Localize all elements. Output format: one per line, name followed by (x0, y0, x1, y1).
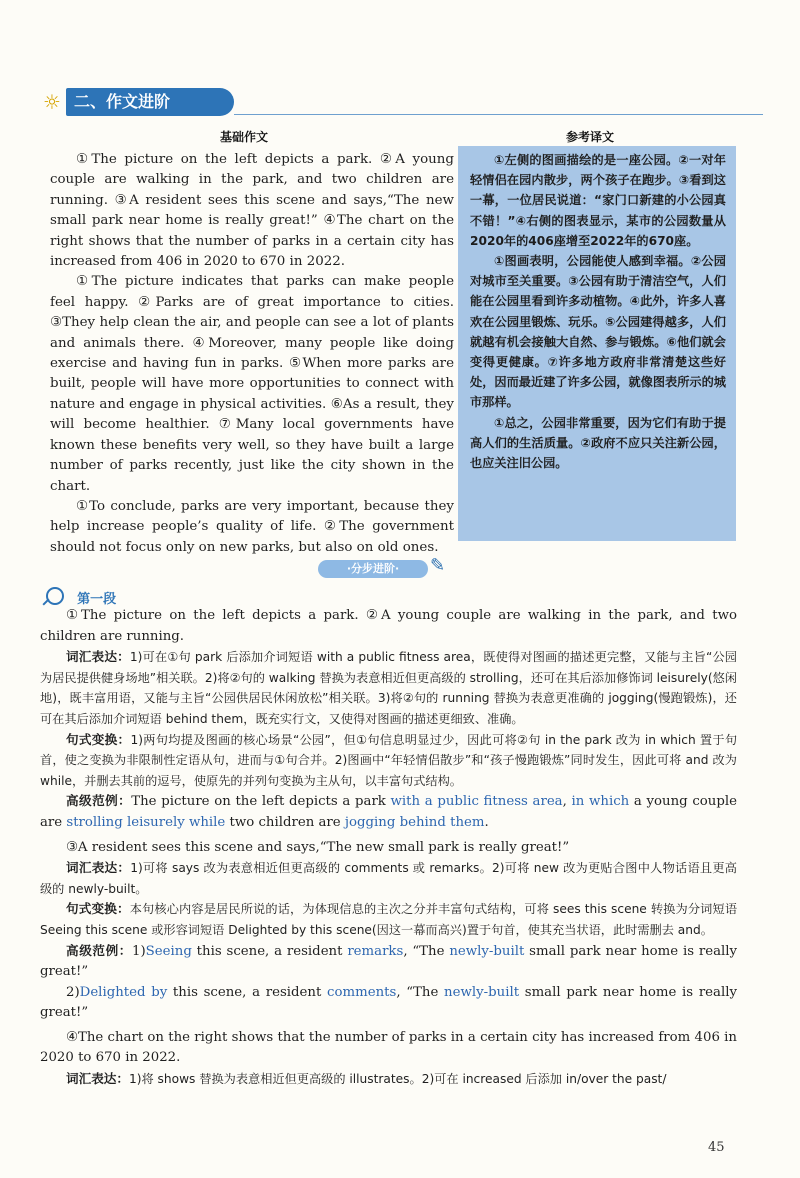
note-text: 1)可在①句 park 后添加介词短语 with a public fitness area，既使得对图画的描述更完整，又能与主旨“公园为居民提供健身场地”相关联。2)将②句的 walking 替换为表意相近但更高级的 strolling，还可在其后添加修饰词 leisurely(悠闲地)，既丰富用语，又能与主旨“公园供居民休闲放松”相关联。3)将②句的 running 替换为表意更准确的 jogging(慢跑锻炼)，还可在其后添加介词短语 behind them，既充实行文，又使得对图画的描述更细致、准确。 (40, 650, 737, 726)
model-highlight: newly-built (444, 984, 520, 1000)
model-highlight: in which (571, 794, 630, 810)
essay-paragraph: ①To conclude, parks are very important, because they help increase people’s quality of life. ②The government should not focus only on new parks, but also on old ones. (50, 498, 454, 555)
pen-icon: ✎ (430, 555, 446, 576)
model-highlight: Seeing (145, 943, 192, 959)
model-text: , “The (403, 943, 450, 959)
translation-paragraph: ①总之，公园非常重要，因为它们有助于提高人们的生活质量。②政府不应只关注新公园，也应关注旧公园。 (470, 415, 726, 471)
vocab-note (40, 858, 737, 899)
essay-paragraph: ①The picture on the left depicts a park. ②A young couple are walking in the park, and two children are running. ③A resident sees this scene and says,“The new small park near home is really great!” ④The chart on the right shows that the number of parks in a certain city has increased from 406 in 2020 to 670 in 2022. (50, 152, 454, 270)
note-text: 1)两句均提及图画的核心场景“公园”，但①句信息明显过少，因此可将②句 in the park 改为 in which 置于句首，使之变换为非限制性定语从句，进而与①句合并。2)图画中“年轻情侣散步”和“孩子慢跑锻炼”同时发生，因此可将 and 改为 while，并删去其前的逗号，使原先的并列句变换为主从句，以丰富句式结构。 (40, 732, 738, 788)
original-sentence: ③A resident sees this scene and says,“The new small park is really great!” (66, 839, 570, 855)
model-text: 2) (66, 984, 80, 1000)
model-highlight: with a public fitness area (390, 794, 563, 810)
section-title: 二、作文进阶 (74, 92, 171, 111)
model-text: . (484, 814, 489, 830)
syntax-note (40, 730, 737, 792)
translation-text (470, 150, 726, 473)
note-text: 1)将 shows 替换为表意相近但更高级的 illustrates。2)可在 increased 后添加 in/over the past/ (128, 1072, 667, 1087)
model-highlight: remarks (347, 943, 404, 959)
step-banner-label: ·分步进阶· (318, 560, 428, 578)
original-sentence: ④The chart on the right shows that the number of parks in a certain city has increased from 406 in 2020 to 670 in 2022. (40, 1029, 737, 1066)
section-divider (234, 114, 763, 115)
model-text: small park near home is really great!” (40, 943, 738, 980)
essay-paragraph: ①The picture indicates that parks can make people feel happy. ②Parks are of great importance to cities. ③They help clean the air, and people can see a lot of plants and animals there. ④Moreover, many people like doing exercise and having fun in parks. ⑤When more parks are built, people will have more opportunities to connect with nature and engage in physical activities. ⑥As a result, they will become healthier. ⑦Many local governments have known these benefits very well, so they have built a large number of parks recently, just like the city shown in the chart. (50, 274, 454, 494)
page-number: 45 (708, 1140, 725, 1155)
model-text: small park near home is really great!” (40, 984, 737, 1021)
step-banner (318, 555, 458, 581)
paragraph-heading (46, 585, 116, 607)
note-label: 高级范例： (66, 793, 132, 809)
translation-paragraph: ①左侧的图画描绘的是一座公园。②一对年轻情侣在园内散步，两个孩子在跑步。③看到这一幕，一位居民说道：“家门口新建的小公园真不错！”④右侧的图表显示，某市的公园数量从2020年的406座增至2022年的670座。 (470, 153, 726, 248)
model-text: this scene, a resident (167, 984, 328, 1000)
left-column-title: 基础作文 (220, 130, 269, 144)
model-highlight: jogging behind them (344, 814, 485, 830)
vocab-note (40, 647, 737, 729)
model-text: The picture on the left depicts a park (131, 794, 391, 810)
model-sentence (40, 791, 737, 833)
model-highlight: newly-built (449, 943, 525, 959)
note-label: 高级范例： (66, 942, 132, 958)
right-column-title: 参考译文 (566, 130, 615, 144)
model-text: , “The (396, 984, 445, 1000)
model-highlight: comments (327, 984, 397, 1000)
model-text: , (562, 794, 572, 810)
note-label: 词汇表达： (66, 1071, 129, 1087)
original-sentence: ①The picture on the left depicts a park. ②A young couple are walking in the park, and two children are running. (40, 608, 737, 644)
model-text: 1) (132, 943, 146, 959)
vocab-note (40, 1069, 737, 1090)
note-label: 词汇表达： (66, 649, 130, 665)
translation-paragraph: ①图画表明，公园能使人感到幸福。②公园对城市至关重要。③公园有助于清洁空气，人们能在公园里看到许多动植物。④此外，许多人喜欢在公园里锻炼、玩乐。⑤公园建得越多，人们就越有机会接触大自然、参与锻炼。⑥他们就会变得更健康。⑦许多地方政府非常清楚这些好处，因而最近建了许多公园，就像图表所示的城市那样。 (470, 254, 726, 410)
search-icon (46, 587, 64, 605)
note-text: 本句核心内容是居民所说的话，为体现信息的主次之分并丰富句式结构，可将 sees this scene 转换为分词短语 Seeing this scene 或形容词短语 Delighted by this scene(因这一幕而高兴)置于句首，使其充当状语，此时需删去 and。 (40, 902, 738, 937)
paragraph-label: 第一段 (77, 592, 117, 607)
section-header (38, 88, 763, 118)
analysis-section (40, 606, 737, 1090)
note-label: 句式变换： (66, 731, 131, 747)
model-text: this scene, a resident (191, 943, 348, 959)
model-highlight: strolling leisurely while (66, 814, 226, 830)
note-text: 1)可将 says 改为表意相近但更高级的 comments 或 remarks。2)可将 new 改为更贴合图中人物话语且更高级的 newly-built。 (40, 861, 737, 896)
model-text: a young couple are (40, 794, 737, 830)
syntax-note (40, 899, 737, 940)
note-label: 句式变换： (66, 901, 130, 917)
note-label: 词汇表达： (66, 860, 131, 876)
model-sentence (40, 983, 737, 1024)
model-highlight: Delighted by (79, 984, 168, 1000)
essay-text (50, 150, 454, 558)
lightbulb-icon: ☼ (43, 90, 61, 114)
model-sentence (40, 941, 737, 983)
model-text: two children are (225, 814, 345, 830)
